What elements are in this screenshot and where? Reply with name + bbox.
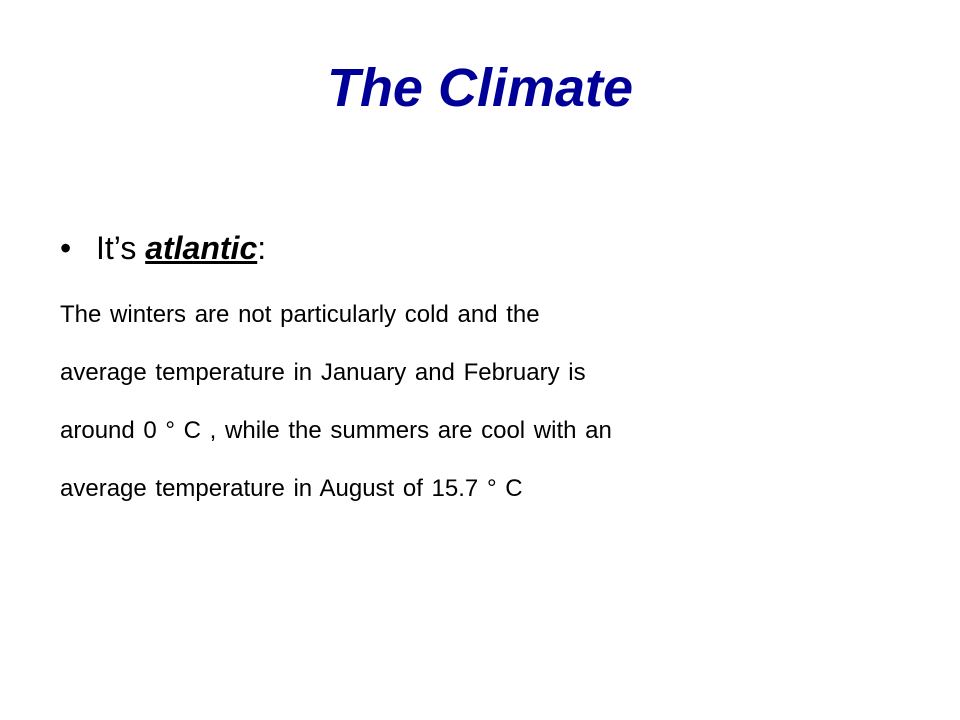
bullet-prefix: It’s — [96, 230, 146, 266]
bullet-emphasis: atlantic — [145, 230, 258, 266]
paragraph-line: around 0 ° C , while the summers are cool with an — [60, 417, 612, 444]
paragraph-line: average temperature in August of 15.7 ° C — [60, 475, 523, 502]
slide-title: The Climate — [326, 58, 634, 118]
bullet-suffix: : — [257, 230, 267, 266]
bullet-marker: • — [60, 230, 72, 266]
bullet-item — [60, 222, 266, 274]
paragraph-line: The winters are not particularly cold and the — [60, 301, 540, 328]
climate-paragraph — [60, 286, 880, 518]
paragraph-line: average temperature in January and February is — [60, 359, 586, 386]
